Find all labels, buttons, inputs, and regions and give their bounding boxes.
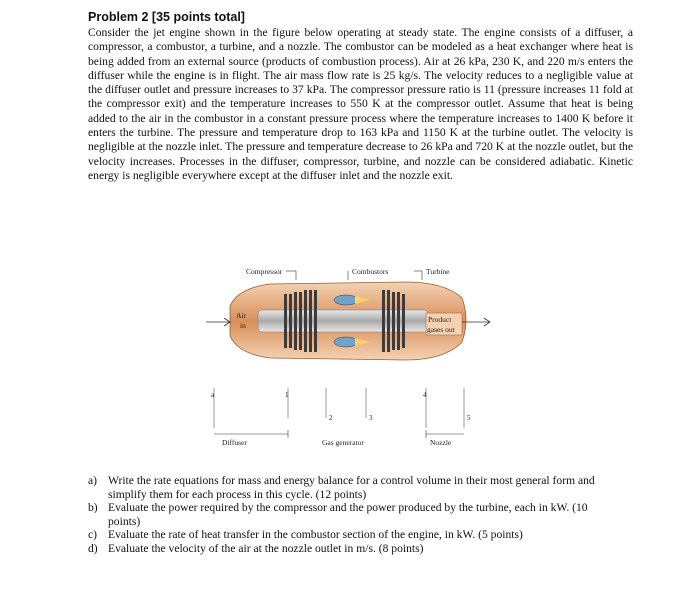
question-b xyxy=(88,501,618,528)
question-label: c) xyxy=(88,528,98,542)
inlet-arrow xyxy=(206,318,230,326)
question-text: Evaluate the rate of heat transfer in the combustor section of the engine, in kW. (5 points) xyxy=(108,528,523,542)
product-gases-label-1: Product xyxy=(428,315,452,324)
turbine-label: Turbine xyxy=(426,267,450,276)
diffuser-label: Diffuser xyxy=(222,438,247,447)
question-label: a) xyxy=(88,474,98,487)
question-a xyxy=(88,474,618,501)
question-list xyxy=(88,474,618,556)
station-3: 3 xyxy=(369,414,373,422)
combustors-label: Combustors xyxy=(352,267,389,276)
station-a: a xyxy=(211,391,215,399)
compressor-label: Compressor xyxy=(246,267,283,276)
jet-engine-figure xyxy=(200,258,500,448)
question-label: b) xyxy=(88,501,98,515)
station-markers xyxy=(214,388,464,428)
air-in-label-1: Air xyxy=(236,311,246,320)
nozzle-label: Nozzle xyxy=(430,438,452,447)
problem-statement xyxy=(88,10,633,183)
problem-title: Problem 2 [35 points total] xyxy=(88,10,245,24)
station-5: 5 xyxy=(467,414,471,422)
question-text: Evaluate the velocity of the air at the nozzle outlet in m/s. (8 points) xyxy=(108,541,424,555)
question-d xyxy=(88,542,618,556)
problem-body: Consider the jet engine shown in the figure below operating at steady state. The engine consists of a diffuser, a compressor, a combustor, a turbine, and a nozzle. The combustor can be modeled as a heat exchanger where heat is being added from an external source (products of combustion process). Air at 26 kPa, 230 K, and 220 m/s enters the diffuser while the engine is in flight. The air mass flow rate is 25 kg/s. The velocity reduces to a negligible value at the diffuser outlet and pressure increases to 37 kPa. The compressor pressure ratio is 11 (pressure increases 11 fold at the compressor exit) and the temperature increases to 550 K at the compressor outlet. Assume that heat is being added to the air in the combustor in a constant pressure process where the temperature increases to 1400 K before it enters the turbine. The pressure and temperature drop to 163 kPa and 1150 K at the turbine outlet. The velocity is negligible at the nozzle inlet. The pressure and temperature decrease to 26 kPa and 720 K at the nozzle outlet, but the velocity increases. Processes in the diffuser, compressor, turbine, and nozzle can be considered adiabatic. Kinetic energy is negligible everywhere except at the diffuser inlet and the nozzle exit. xyxy=(88,26,633,182)
question-text: Write the rate equations for mass and energy balance for a control volume in their most general form and simplify them for each process in this cycle. (12 points) xyxy=(108,474,595,501)
question-c xyxy=(88,528,618,542)
station-4: 4 xyxy=(423,391,427,399)
question-text: Evaluate the power required by the compressor and the power produced by the turbine, each in kW. (10 points) xyxy=(108,501,588,528)
question-label: d) xyxy=(88,541,98,555)
gas-generator-label: Gas generator xyxy=(322,438,364,447)
station-1: 1 xyxy=(285,391,289,399)
station-2: 2 xyxy=(329,414,333,422)
air-in-label-2: in xyxy=(240,321,246,330)
product-gases-label-2: gases out xyxy=(427,325,455,334)
